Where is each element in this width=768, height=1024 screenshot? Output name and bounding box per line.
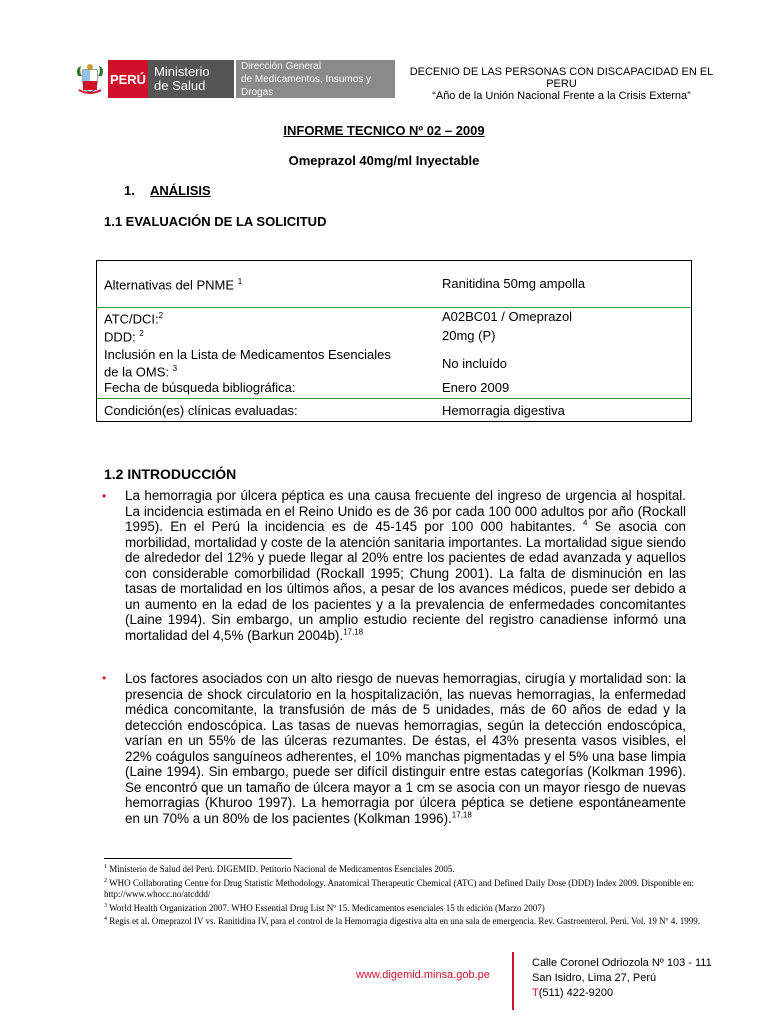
report-subtitle: Omeprazol 40mg/ml Inyectable — [288, 153, 480, 168]
direction-line1: Dirección General — [241, 60, 322, 72]
direction-label — [236, 60, 395, 98]
table-label-atc: ATC/DCI:$^2$ — [104, 311, 164, 327]
table-value-oms: No incluído — [442, 356, 508, 371]
phone — [532, 986, 712, 1001]
coat-of-arms-icon — [72, 60, 108, 98]
table-label-oms: Inclusión en la Lista de Medicamentos Esenciales de la OMS: $^3$ — [104, 347, 391, 380]
decade-banner — [395, 66, 728, 102]
table-label-date: Fecha de búsqueda bibliográfica: — [104, 380, 296, 395]
decade-line1: DECENIO DE LAS PERSONAS CON DISCAPACIDAD EN EL PERU — [409, 66, 714, 90]
table-value-ddd: 20mg (P) — [442, 328, 496, 343]
table-value-conditions: Hemorragia digestiva — [442, 403, 565, 418]
direction-line2: de Medicamentos, Insumos y Drogas — [241, 73, 372, 98]
ministry-line2: de Salud — [154, 78, 206, 93]
table-divider — [97, 307, 691, 308]
bullet-icon: • — [102, 671, 107, 685]
footnote-3: $^3$ World Health Organization 2007. WHO Essential Drug List Nº 15. Medicamentos esenciales 15 th edición (Marzo 2007) — [104, 902, 545, 913]
footnote-4: $^4$ Regis et al. Omeprazol IV vs. Ranitidina IV, para el control de la Hemorragia digestiva alta en una sala de emergencia. Rev. Gastroenterol. Perú. Vol. 19 Nº 4. 1999. — [104, 916, 700, 926]
footnote-2: $^2$ WHO Collaborating Centre for Drug Statistic Methodology. Anatomical Therapeutic Chemical (ATC) and Defined Daily Dose (DDD) Index 2009. Disponible en: http://www.whocc.no/atcddd/ — [104, 877, 694, 899]
ministry-line1: Ministerio — [154, 64, 210, 79]
address-line2: San Isidro, Lima 27, Perú — [532, 972, 657, 984]
peru-label: PERÚ — [108, 60, 148, 98]
section-1-2-heading: 1.2 INTRODUCCIÓN — [104, 466, 237, 482]
decade-line2: “Año de la Unión Nacional Frente a la Crisis Externa” — [432, 90, 691, 102]
table-value-atc: A02BC01 / Omeprazol — [442, 309, 573, 324]
table-label-ddd: DDD: $^2$ — [104, 329, 144, 345]
table-label-pnme: Alternativas del PNME $^1$ — [104, 277, 243, 293]
ministry-label — [148, 60, 234, 98]
section-1-label: ANÁLISIS — [150, 183, 211, 198]
table-label-conditions: Condición(es) clínicas evaluadas: — [104, 403, 298, 418]
footer-address — [532, 956, 712, 1001]
phone-number: (511) 422-9200 — [538, 987, 614, 999]
footnote-1: $^1$ Ministerio de Salud del Perú. DIGEMID. Petitorio Nacional de Medicamentos Esenciales 2005. — [104, 864, 455, 874]
table-value-pnme: Ranitidina 50mg ampolla — [442, 276, 586, 291]
intro-paragraph-2: Los factores asociados con un alto riesgo de nuevas hemorragias, cirugía y mortalidad son: la presencia de shock circulatorio en la hospitalización, las nuevas hemorragias, la enfermedad médica concomitante, la transfusión de más de 5 unidades, más de 60 años de edad y la detección endoscópica. Las tasas de nuevas hemorragias, según la detección endoscópica, varían en un 55% de las úlceras rezumantes. De éstas, el 43% presenta vasos visibles, el 22% coágulos sanguíneos adherentes, el 10% manchas pigmentadas y el 5% una base limpia (Laine 1994). Sin embargo, puede ser difícil distinguir entre estas categorías (Kolkman 1996). Se encontró que un tamaño de úlcera mayor a 1 cm se asocia con un mayor riesgo de nuevas hemorragias (Khuroo 1997). La hemorragia por úlcera péptica se detiene espontáneamente en un 70% a un 80% de los pacientes (Kolkman 1996).$^{17,18}$ — [125, 671, 686, 826]
report-title: INFORME TECNICO Nº 02 – 2009 — [283, 123, 485, 138]
phone-prefix: T — [532, 987, 539, 999]
table-value-date: Enero 2009 — [442, 380, 510, 395]
intro-paragraph-1: La hemorragia por úlcera péptica es una causa frecuente del ingreso de urgencia al hospital. La incidencia estimada en el Reino Unido es de 36 por cada 100 000 adultos por año (Rockall 1995). En el Perú la incidencia es de 45-145 por 100 000 habitantes. $^4$ Se asocia con morbilidad, mortalidad y coste de la atención sanitaria importantes. La mortalidad sigue siendo de alrededor del 12% y puede llegar al 20% entre los pacientes de edad avanzada y aquellos con considerable comorbilidad (Rockall 1995; Chung 2001). La falta de disminución en las tasas de mortalidad en los últimos años, a pesar de los avances médicos, puede ser debido a un aumento en la edad de los pacientes y a la prevalencia de enfermedades concomitantes (Laine 1994). Sin embargo, un amplio estudio reciente del registro canadiense informó una mortalidad del 4,5% (Barkun 2004b).$^{17,18}$ — [125, 488, 686, 643]
footnotes — [104, 862, 704, 928]
footnote-divider — [104, 858, 292, 859]
footer-divider — [512, 952, 514, 1010]
ministry-logo — [72, 60, 395, 98]
table-divider — [97, 398, 691, 399]
section-1-1-heading: 1.1 EVALUACIÓN DE LA SOLICITUD — [104, 214, 327, 229]
address-line1: Calle Coronel Odriozola Nº 103 - 111 — [532, 957, 712, 969]
website-link[interactable]: www.digemid.minsa.gob.pe — [356, 969, 490, 981]
section-1-number: 1. — [124, 183, 135, 198]
bullet-icon: • — [102, 489, 107, 503]
evaluation-table — [96, 260, 692, 422]
